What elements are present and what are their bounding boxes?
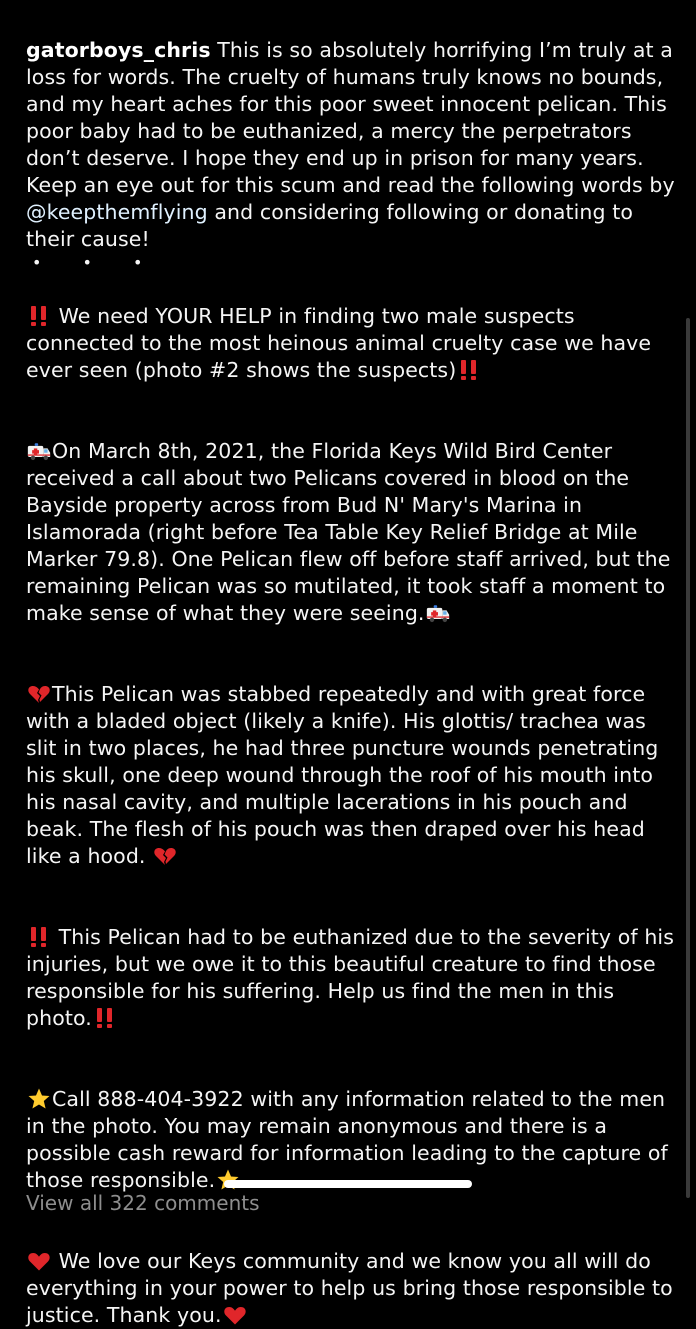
home-indicator[interactable] <box>224 1180 472 1188</box>
star-icon <box>27 1088 51 1110</box>
paragraph-call <box>26 1059 676 1194</box>
paragraph-injuries-text: This Pelican was stabbed repeatedly and with great force with a bladed object (likely a knife). His glottis/ trachea was slit in two places, he had three puncture wounds penetrating his skull, one deep wound through the roof of his mouth into his nasal cavity, and multiple lacerations in his pouch and beak. The flesh of his pouch was then draped over his head like a hood. <box>26 682 659 868</box>
paragraph-help <box>26 276 676 384</box>
caption-intro-text: This is so absolutely horrifying I’m truly at a loss for words. The cruelty of humans truly knows no bounds, and my heart aches for this poor sweet innocent pelican. This poor baby had to be euthanized, a mercy the perpetrators don’t deserve. I hope they end up in prison for many years. Keep an eye out for this scum and read the following words by <box>26 38 675 197</box>
username-link[interactable]: gatorboys_chris <box>26 38 211 62</box>
caption-intro-text-end: and considering following or donating to their cause! <box>26 200 634 251</box>
paragraph-euthanized-text: This Pelican had to be euthanized due to the severity of his injuries, but we owe it to this beautiful creature to find those responsible for his suffering. Help us find the men in this photo. <box>26 925 674 1030</box>
ambulance-icon <box>27 440 51 462</box>
ambulance-icon <box>426 602 450 624</box>
paragraph-incident-text: On March 8th, 2021, the Florida Keys Wild Bird Center received a call about two Pelicans covered in blood on the Bayside property across from Bud N' Mary's Marina in Islamorada (right before Tea Table Key Relief Bridge at Mile Marker 79.8). One Pelican flew off before staff arrived, but the remaining Pelican was so mutilated, it took staff a moment to make sense of what they were seeing. <box>26 439 671 625</box>
view-comments-link[interactable]: View all 322 comments <box>26 1191 260 1215</box>
broken-heart-icon <box>27 683 51 705</box>
double-exclamation-icon <box>457 359 481 381</box>
double-exclamation-icon <box>27 305 51 327</box>
paragraph-incident <box>26 411 676 627</box>
paragraph-euthanized <box>26 897 676 1032</box>
scrollbar[interactable] <box>686 318 690 1198</box>
heart-icon <box>27 1250 51 1272</box>
paragraph-call-text: Call 888-404-3922 with any information related to the men in the photo. You may remain anonymous and there is a possible cash reward for information leading to the capture of those responsible. <box>26 1087 668 1192</box>
paragraph-community-text: We love our Keys community and we know you all will do everything in your power to help us bring those responsible to justice. Thank you. <box>26 1249 673 1327</box>
heart-icon <box>223 1304 247 1326</box>
paragraph-help-text: We need YOUR HELP in finding two male suspects connected to the most heinous animal cruelty case we have ever seen (photo #2 shows the suspects) <box>26 304 652 382</box>
post-caption <box>26 10 676 1329</box>
double-exclamation-icon <box>93 1007 117 1029</box>
broken-heart-icon <box>153 845 177 867</box>
double-exclamation-icon <box>27 926 51 948</box>
mention-link[interactable]: @keepthemflying <box>26 200 208 224</box>
paragraph-injuries <box>26 654 676 870</box>
paragraph-community <box>26 1221 676 1329</box>
separator-dots: • • • <box>32 253 161 272</box>
